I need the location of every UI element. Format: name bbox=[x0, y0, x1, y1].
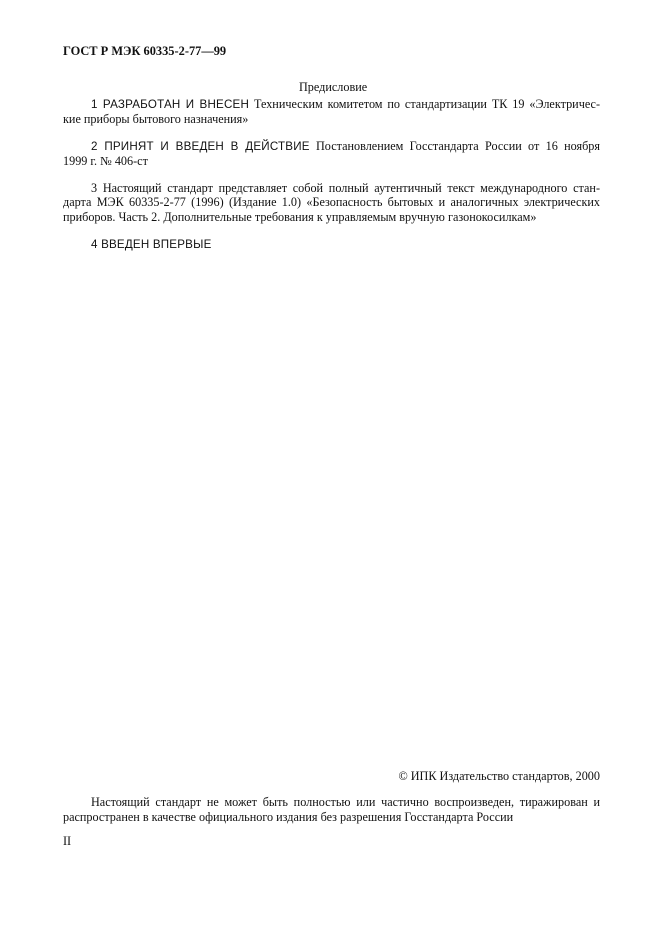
copyright: © ИПК Издательство стандартов, 2000 bbox=[398, 769, 600, 783]
section-title: Предисловие bbox=[299, 80, 368, 94]
page-number: II bbox=[63, 834, 72, 848]
document-code: ГОСТ Р МЭК 60335-2-77—99 bbox=[63, 44, 227, 58]
item-text: 3 Настоящий стандарт представляет собой полный аутентичный текст международного стан- bbox=[91, 181, 600, 195]
item-text: дарта МЭК 60335-2-77 (1996) (Издание 1.0) «Безопасность бытовых и аналогичных электрических bbox=[63, 195, 600, 209]
item-text: Техническим комитетом по стандартизации ТК 19 «Электричес- bbox=[253, 97, 601, 111]
item-lead: 1 РАЗРАБОТАН И ВНЕСЕН bbox=[91, 98, 250, 111]
item-lead: 2 ПРИНЯТ И ВВЕДЕН В ДЕЙСТВИЕ bbox=[91, 140, 310, 153]
item-text: Постановлением Госстандарта России от 16 ноября bbox=[316, 139, 600, 153]
item-lead: 4 ВВЕДЕН ВПЕРВЫЕ bbox=[91, 238, 212, 251]
item-text: 1999 г. № 406-ст bbox=[63, 154, 148, 168]
notice-text: Настоящий стандарт не может быть полностью или частично воспроизведен, тиражирован и bbox=[91, 795, 600, 809]
item-text: приборов. Часть 2. Дополнительные требования к управляемым вручную газонокосилкам» bbox=[63, 210, 537, 224]
notice-text: распространен в качестве официального издания без разрешения Госстандарта России bbox=[63, 810, 514, 824]
item-text: кие приборы бытового назначения» bbox=[63, 112, 249, 126]
